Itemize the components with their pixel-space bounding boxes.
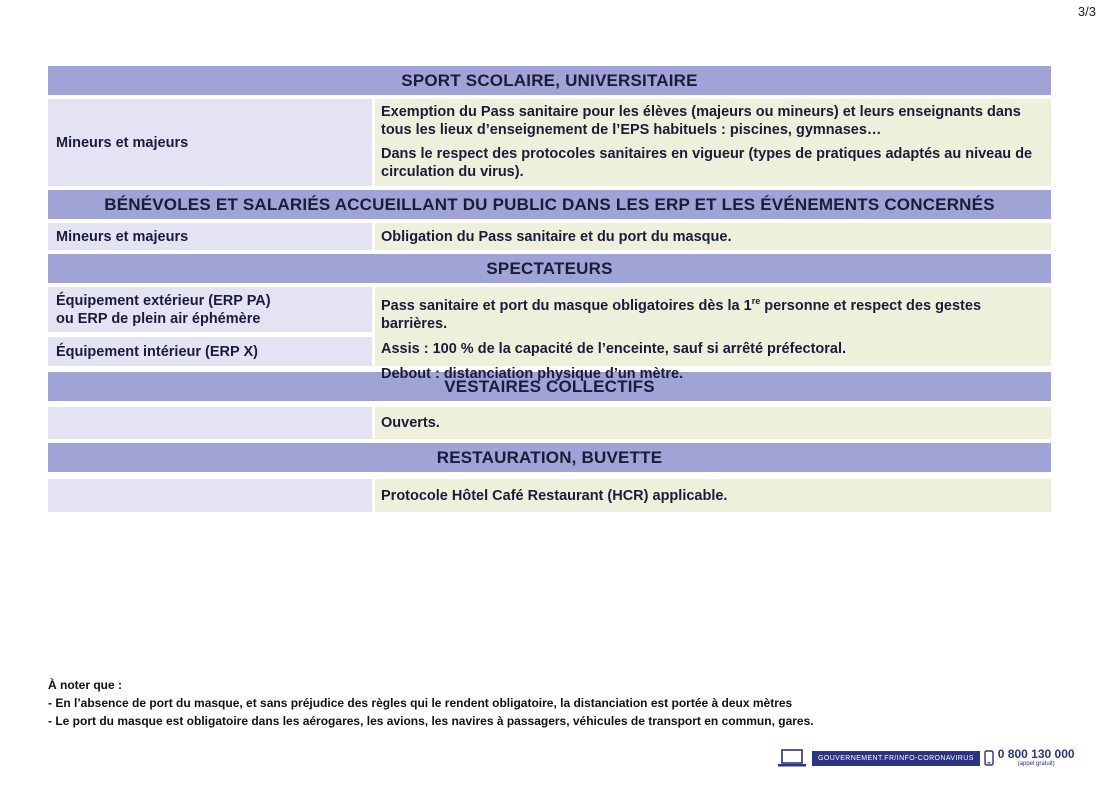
phone-number: 0 800 130 000 (997, 747, 1075, 761)
website-link[interactable]: GOUVERNEMENT.FR/INFO-CORONAVIRUS (812, 751, 980, 766)
row-content (375, 99, 1051, 186)
row-content: Obligation du Pass sanitaire et du port du masque. (375, 223, 1051, 250)
notes-block (48, 676, 814, 730)
content-paragraph: Debout : distanciation physique d’un mètre. (381, 365, 684, 382)
content-paragraph: Assis : 100 % de la capacité de l’enceinte, sauf si arrêté préfectoral. (381, 340, 847, 357)
note-line: - Le port du masque est obligatoire dans les aérogares, les avions, les navires à passagers, véhicules de transport en commun, gares. (48, 714, 814, 728)
table-row (48, 223, 1051, 250)
section-header-vestiaires: VESTAIRES COLLECTIFS (48, 372, 1051, 401)
content-paragraph: Exemption du Pass sanitaire pour les élèves (majeurs ou mineurs) et leurs enseignants dans tous les lieux d’enseignement de l’EPS habituels : piscines, gymnases… (381, 104, 1021, 138)
rules-table (48, 66, 1051, 512)
table-row (48, 287, 1051, 382)
page-number: 3/3 (1077, 4, 1096, 19)
label-line: Équipement extérieur (ERP PA) (56, 292, 271, 309)
row-label: Mineurs et majeurs (48, 99, 372, 186)
row-label (48, 407, 372, 439)
section-header-restauration: RESTAURATION, BUVETTE (48, 443, 1051, 472)
table-row (48, 99, 1051, 186)
row-label (48, 479, 372, 512)
row-label: Équipement intérieur (ERP X) (48, 337, 372, 366)
table-row (48, 407, 1051, 439)
table-row (48, 479, 1051, 512)
phone-block (998, 748, 1075, 768)
row-label-group (48, 287, 372, 366)
row-label (48, 287, 372, 332)
section-header-sport-scolaire: SPORT SCOLAIRE, UNIVERSITAIRE (48, 66, 1051, 95)
section-header-spectateurs: SPECTATEURS (48, 254, 1051, 283)
content-paragraph: Dans le respect des protocoles sanitaires en vigueur (types de pratiques adaptés au niveau de circulation du virus). (381, 146, 1033, 180)
row-content: Ouverts. (375, 407, 1051, 439)
section-header-benevoles: BÉNÉVOLES ET SALARIÉS ACCUEILLANT DU PUBLIC DANS LES ERP ET LES ÉVÉNEMENTS CONCERNÉS (48, 190, 1051, 219)
note-line: - En l’absence de port du masque, et sans préjudice des règles qui le rendent obligatoire, la distanciation est portée à deux mètres (48, 696, 793, 710)
content-paragraph: Pass sanitaire et port du masque obligatoires dès la 1re personne et respect des gestes barrières. (381, 296, 982, 332)
notes-heading: À noter que : (48, 678, 122, 692)
row-content (375, 287, 1051, 382)
label-line: ou ERP de plein air éphémère (56, 310, 261, 327)
row-label: Mineurs et majeurs (48, 223, 372, 250)
laptop-icon (778, 749, 806, 767)
phone-icon (984, 750, 994, 766)
phone-note: (appel gratuit) (1017, 761, 1055, 767)
footer (778, 748, 1075, 768)
row-content: Protocole Hôtel Café Restaurant (HCR) applicable. (375, 479, 1051, 512)
